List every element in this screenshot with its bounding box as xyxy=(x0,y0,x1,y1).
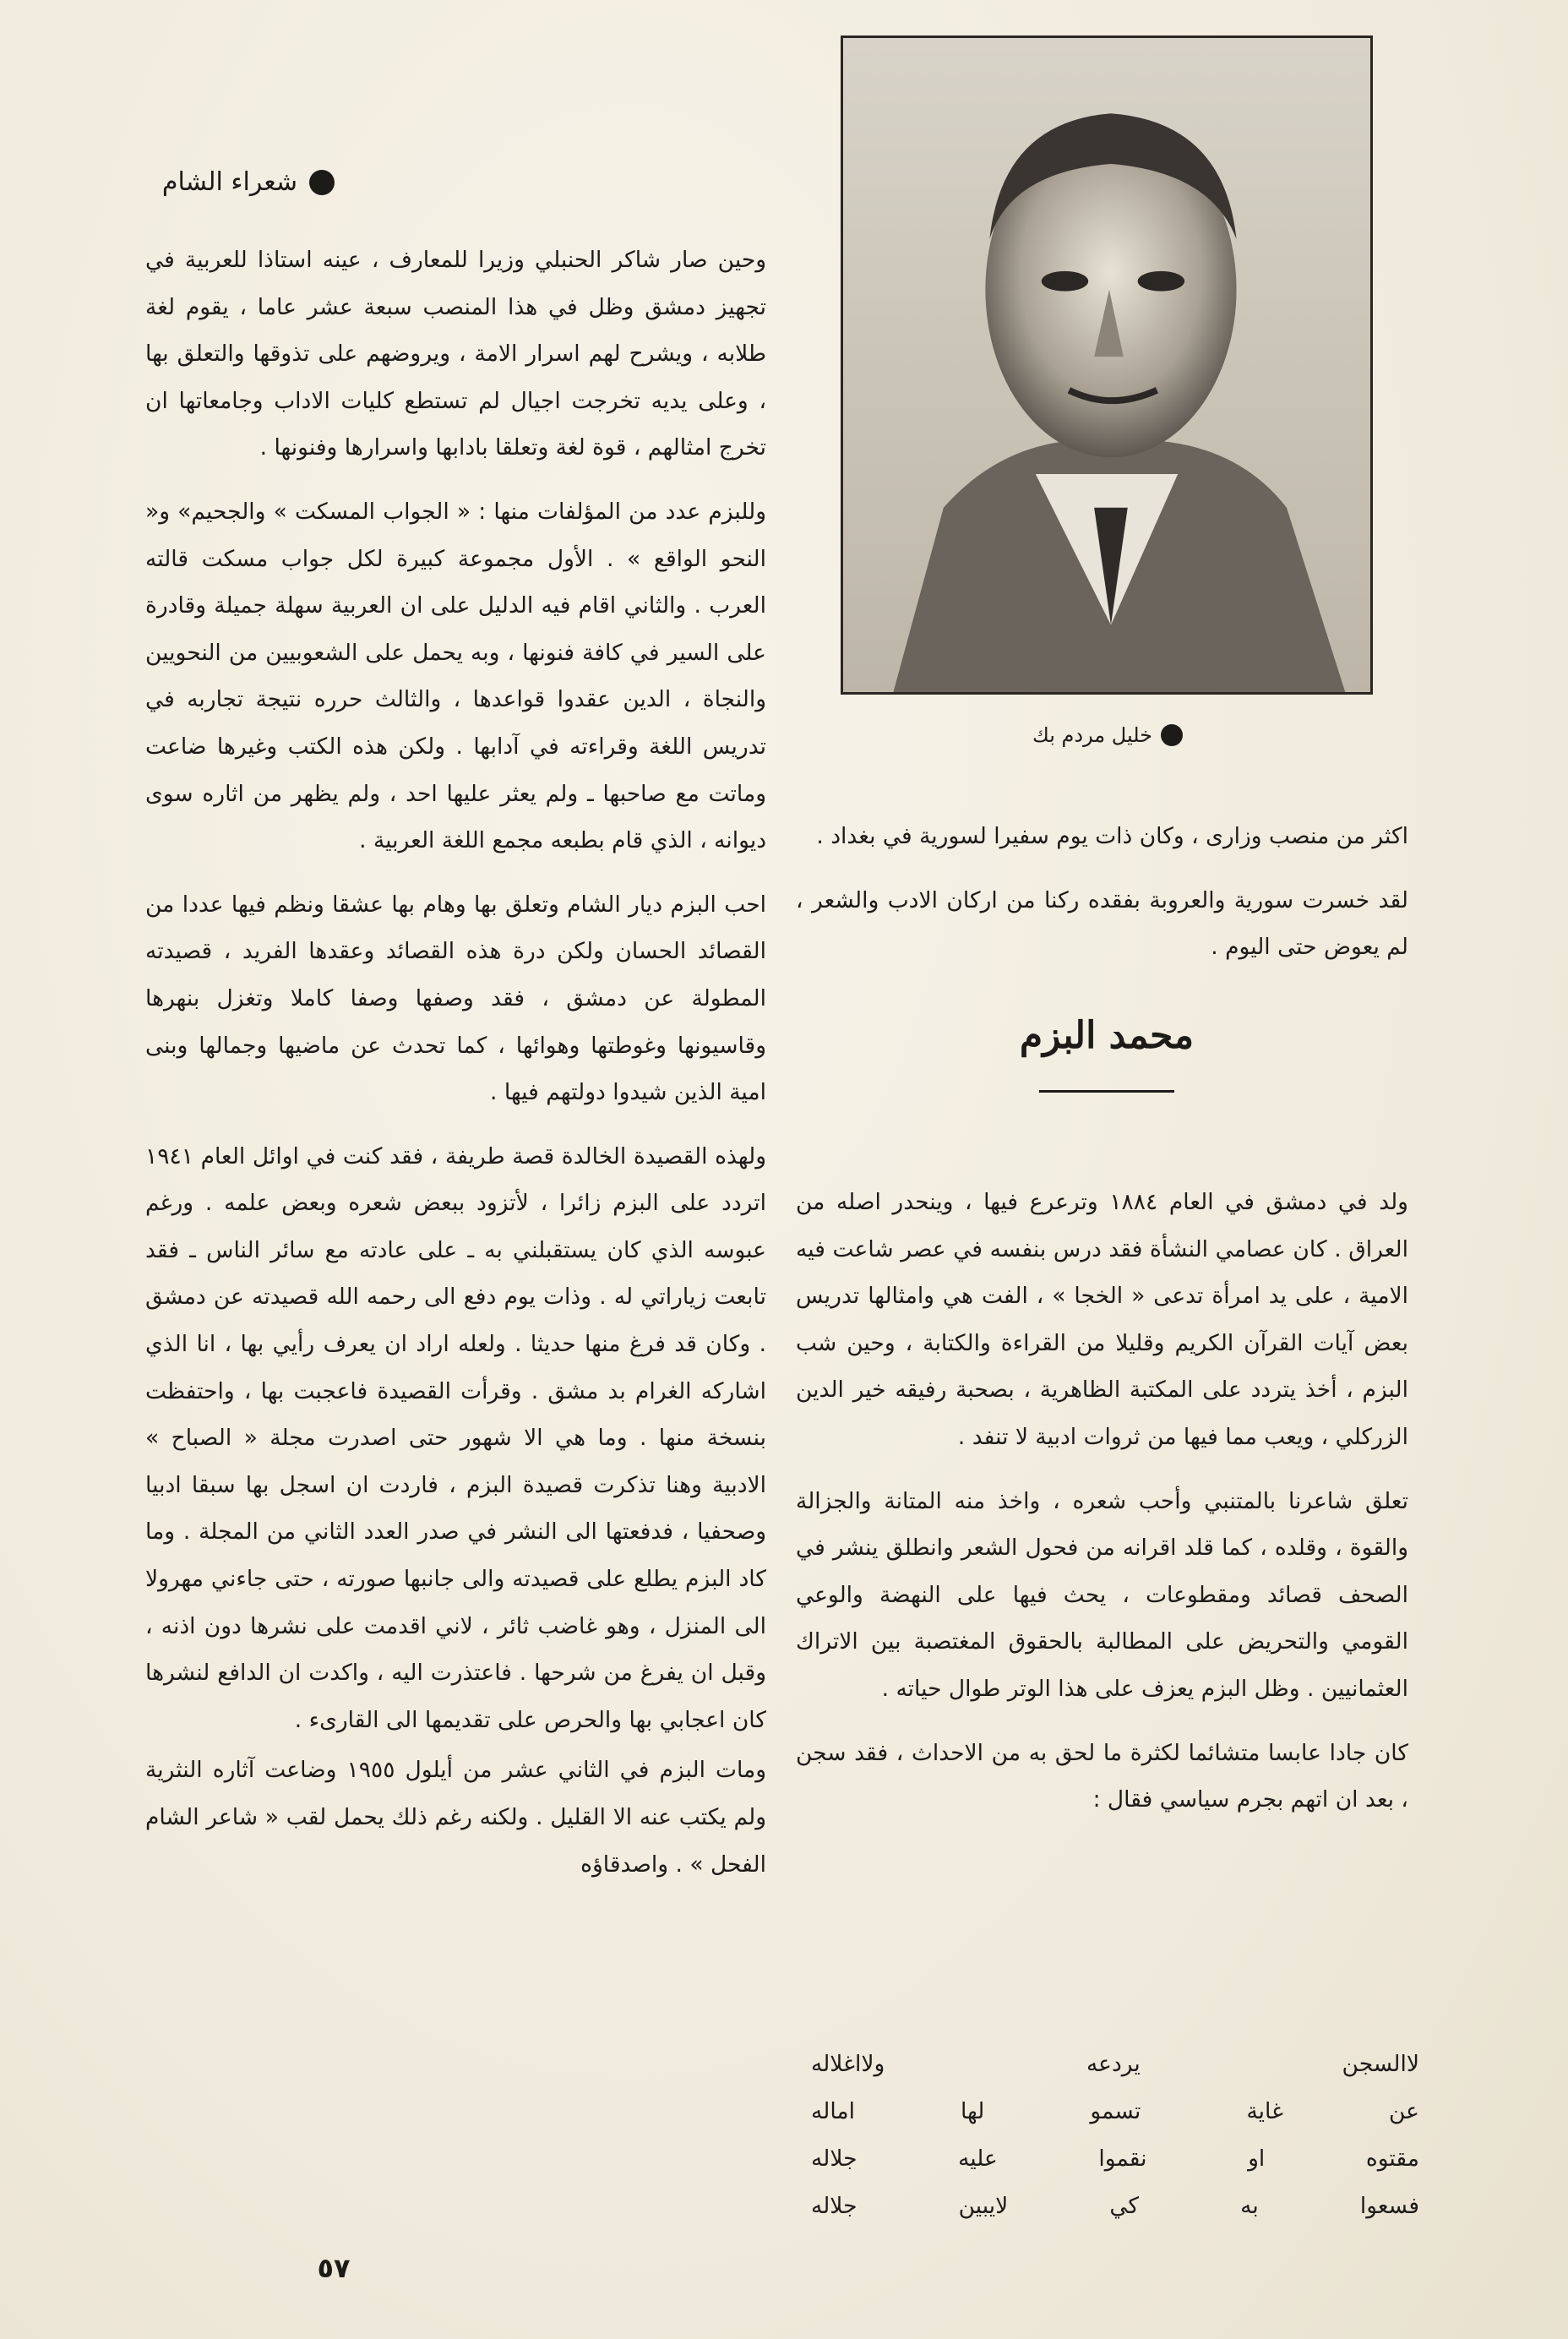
poem-word: عن xyxy=(1389,2098,1419,2124)
poem-word: جلاله xyxy=(811,2145,858,2172)
left-paragraph: وللبزم عدد من المؤلفات منها : « الجواب المسكت » والجحيم» و« النحو الواقع » . الأول مجموعة كبيرة لكل جواب مسكت قالته العرب . والثاني اقام فيه الدليل على ان العربية سهلة جميلة وقادرة على السير في كافة فنونها ، وبه يحمل على الشعوبيين من النحويين والنجاة ، الدين عقدوا قواعدها ، والثالث حرره نتيجة تجاربه في تدريس اللغة وقراءته في آدابها . ولكن هذه الكتب وغيرها ضاعت وماتت مع صاحبها ـ ولم يعثر عليها احد ، ولم يظهر من اثاره سوى ديوانه ، الذي قام بطبعه مجمع اللغة العربية . xyxy=(145,498,766,854)
caption-text: خليل مردم بك xyxy=(1032,723,1152,747)
poem-word: لها xyxy=(960,2098,985,2124)
section-title: شعراء الشام xyxy=(161,167,297,197)
right-column-top xyxy=(796,813,1408,988)
photo-caption xyxy=(980,723,1183,747)
portrait-image xyxy=(843,38,1370,692)
left-paragraph: وحين صار شاكر الحنبلي وزيرا للمعارف ، عينه استاذا للعربية في تجهيز دمشق وظل في هذا المنصب سبعة عشر عاما ، يقوم لغة طلابه ، ويشرح لهم اسرار الامة ، ويروضهم على تذوقها والتعلق بها ، وعلى يديه تخرجت اجيال لم تستطع كليات الاداب وجامعاتها ان تخرج امثالهم ، قوة لغة وتعلقا بادابها واسرارها وفنونها . xyxy=(145,247,766,461)
right-paragraph: ولد في دمشق في العام ١٨٨٤ وترعرع فيها ، وينحدر اصله من العراق . كان عصامي النشأة فقد درس بنفسه في عصر شاعت فيه الامية ، على يد امرأة تدعى « الخجا » ، الفت هي وامثالها تدريس بعض آيات القرآن الكريم وقليلا من القراءة والكتابة ، وحين شب البزم ، أخذ يتردد على المكتبة الظاهرية ، بصحبة رفيقه خير الدين الزركلي ، ويعب مما فيها من ثروات ادبية لا تنفد . xyxy=(796,1189,1408,1450)
poem-word: مقتوه xyxy=(1365,2145,1419,2172)
poem-word: غاية xyxy=(1246,2098,1283,2124)
running-head xyxy=(115,167,335,197)
poem-word: نقموا xyxy=(1098,2145,1147,2172)
poem-word: جلاله xyxy=(811,2193,858,2219)
poem-word: لايبين xyxy=(958,2193,1009,2219)
poem-word: فسعوا xyxy=(1359,2193,1419,2219)
poem-line xyxy=(811,2183,1419,2230)
bullet-icon xyxy=(1161,724,1183,746)
poem-word: او xyxy=(1248,2145,1266,2172)
right-paragraph: اكثر من منصب وزارى ، وكان ذات يوم سفيرا لسورية في بغداد . xyxy=(816,823,1408,849)
heading-rule xyxy=(1039,1090,1174,1093)
left-column xyxy=(145,237,766,1905)
right-paragraph: تعلق شاعرنا بالمتنبي وأحب شعره ، واخذ منه المتانة والجزالة والقوة ، وقلده ، كما قلد اقرانه من فحول الشعر وانطلق ينشر في الصحف قصائد ومقطوعات ، يحث فيها على النهضة والوعي القومي والتحريض على المطالبة بالحقوق المغتصبة بين الاتراك العثمانيين . وظل البزم يعزف على هذا الوتر طوال حياته . xyxy=(796,1487,1408,1702)
poem-word: يردعه xyxy=(1086,2051,1141,2077)
page-number: ٥٧ xyxy=(317,2252,351,2284)
left-paragraph: ومات البزم في الثاني عشر من أيلول ١٩٥٥ وضاعت آثاره النثرية ولم يكتب عنه الا القليل . ولكنه رغم ذلك يحمل لقب « شاعر الشام الفحل » . واصدقاؤه xyxy=(145,1757,767,1878)
poem-line xyxy=(811,2041,1419,2088)
poem-word: كي xyxy=(1109,2193,1140,2219)
poem-word: تسمو xyxy=(1090,2098,1141,2124)
poem-line xyxy=(811,2088,1419,2135)
left-paragraph: احب البزم ديار الشام وتعلق بها وهام بها عشقا ونظم فيها عددا من القصائد الحسان ولكن درة هذه القصائد وعقدها الفريد ، قصيدته المطولة عن دمشق ، فقد وصفها وصفا كاملا وتغزل بنهرها وقاسيونها وغوطتها وهوائها ، كما تحدث عن ماضيها وجمالها وبنى امية الذين شيدوا دولتهم فيها . xyxy=(145,891,766,1106)
poem-word: لاالسجن xyxy=(1342,2051,1419,2077)
right-column xyxy=(796,1179,1408,1840)
poem-word: به xyxy=(1240,2193,1259,2219)
poem-word: عليه xyxy=(958,2145,998,2172)
right-paragraph: كان جادا عابسا متشائما لكثرة ما لحق به من الاحداث ، فقد سجن ، بعد ان اتهم بجرم سياسي فقال : xyxy=(796,1739,1408,1813)
left-paragraph: ولهذه القصيدة الخالدة قصة طريفة ، فقد كنت في اوائل العام ١٩٤١ اتردد على البزم زائرا ، لأتزود ببعض شعره وبعض علمه . ورغم عبوسه الذي كان يستقبلني به ـ على عادته مع سائر الناس ـ فقد تابعت زياراتي له . وذات يوم دفع الى رحمه الله قصيدته عن دمشق . وكان قد فرغ منها حديثا . ولعله اراد ان يعرف رأيي بها ، انا الذي اشاركه الغرام بد مشق . وقرأت القصيدة فاعجبت بها ، واحتفظت بنسخة منها . وما هي الا شهور حتى اصدرت مجلة « الصباح » الادبية وهنا تذكرت قصيدة البزم ، فاردت ان اسجل بها سبقا ادبيا وصحفيا ، فدفعتها الى النشر في صدر العدد الثاني من المجلة . وما كاد البزم يطلع على قصيدته والى جانبها صورته ، حتى جاءني مهرولا الى المنزل ، وهو غاضب ثائر ، لاني اقدمت على نشرها دون اذنه ، وقبل ان يفرغ من شرحها . فاعتذرت اليه ، واكدت ان الدافع لنشرها كان اعجابي بها والحرص على تقديمها الى القارىء . xyxy=(145,1142,766,1733)
poem xyxy=(811,2041,1419,2230)
portrait-photo xyxy=(841,35,1373,695)
right-paragraph: لقد خسرت سورية والعروبة بفقده ركنا من اركان الادب والشعر ، لم يعوض حتى اليوم . xyxy=(796,886,1408,961)
poem-word: ولااغلاله xyxy=(811,2051,885,2077)
poem-word: اماله xyxy=(811,2098,855,2124)
poem-line xyxy=(811,2135,1419,2183)
bullet-icon xyxy=(309,170,335,195)
article-heading: محمد البزم xyxy=(1019,1014,1195,1057)
